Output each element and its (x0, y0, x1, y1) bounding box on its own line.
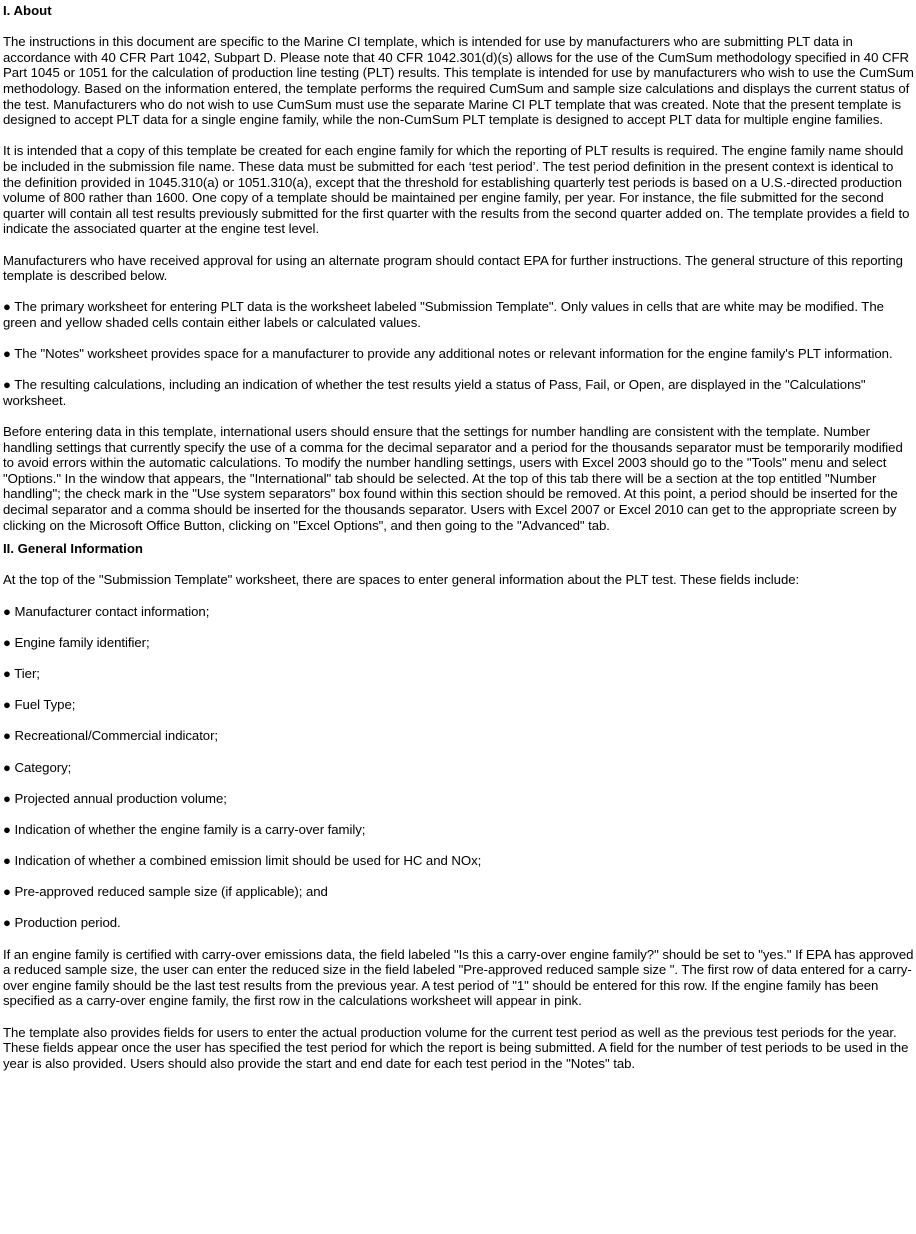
spacer (3, 408, 915, 424)
spacer (3, 588, 915, 604)
field-item: ● Tier; (3, 665, 40, 681)
spacer (3, 237, 915, 253)
general-info-production-volume-paragraph: The template also provides fields for users to enter the actual production volume for the current test period as well as the previous test periods for the year. These fields appear once the user has specified the test period for which the report is being submitted. A field for the number of test periods to be used in the year is also provided. Users should also provide the start and end date for each test period in the "Notes" tab. (3, 1024, 909, 1071)
field-item: ● Indication of whether a combined emission limit should be used for HC and NOx; (3, 853, 482, 869)
field-item: ● Manufacturer contact information; (3, 603, 210, 619)
field-item: ● Production period. (3, 915, 121, 931)
bullet-notes-worksheet: ● The "Notes" worksheet provides space for a manufacturer to provide any additional notes or relevant information for the engine family's PLT information. (3, 346, 893, 362)
spacer (3, 284, 915, 300)
spacer (3, 19, 915, 35)
general-info-carry-over-paragraph: If an engine family is certified with carry-over emissions data, the field labeled "Is this a carry-over engine family?" should be set to "yes." If EPA has approved a reduced sample size, the user can enter the reduced size in the field labeled "Pre-approved reduced sample size ". The first row of data entered for a carry-over engine family should be the last test results from the previous year. A test period of "1" should be entered for this row. If the engine family has been specified as a carry-over engine family, the first row in the calculations worksheet will appear in pink. (3, 946, 914, 1009)
bullet-calculations-worksheet: ● The resulting calculations, including an indication of whether the test results yield a status of Pass, Fail, or Open, are displayed in the "Calculations" worksheet. (3, 377, 866, 408)
bullet-submission-template: ● The primary worksheet for entering PLT data is the worksheet labeled "Submission Template". Only values in cells that are white may be modified. The green and yellow shaded cells contain either labels or calculated values. (3, 299, 884, 330)
field-item: ● Indication of whether the engine family is a carry-over family; (3, 821, 366, 837)
spacer (3, 533, 915, 541)
document (3, 3, 915, 1071)
spacer (3, 557, 915, 573)
field-item: ● Recreational/Commercial indicator; (3, 728, 219, 744)
general-info-intro: At the top of the "Submission Template" worksheet, there are spaces to enter general information about the PLT test. These fields include: (3, 572, 800, 588)
field-item: ● Projected annual production volume; (3, 790, 227, 806)
spacer (3, 931, 915, 947)
section-heading-general-information: II. General Information (3, 541, 143, 557)
field-item: ● Engine family identifier; (3, 634, 150, 650)
about-paragraph-number-handling: Before entering data in this template, international users should ensure that the settings for number handling are consistent with the template. Number handling settings that currently specify the use of a comma for the decimal separator and a period for the thousands separator must be temporarily modified to avoid errors within the automatic calculations. To modify the number handling settings, users with Excel 2003 should go to the "Tools" menu and select "Options." In the window that appears, the "International" tab should be selected. At the top of this tab there will be a section at the top entitled "Number handling"; the check mark in the "Use system separators" box found within this section should be removed. At this point, a period should be inserted for the decimal separator and a comma should be inserted for the thousands separator. Users with Excel 2007 or Excel 2010 can get to the appropriate screen by clicking on the Microsoft Office Button, clicking on "Excel Options", and then going to the "Advanced" tab. (3, 424, 903, 533)
worksheet-bullet-list (3, 299, 915, 408)
general-info-field-list (3, 604, 915, 931)
about-paragraph-copies: It is intended that a copy of this template be created for each engine family for which the reporting of PLT results is required. The engine family name should be included in the submission file name. These data must be submitted for each ‘test period’. The test period definition in the present context is identical to the definition provided in 1045.310(a) or 1051.310(a), except that the threshold for establishing quarterly test periods is based on a U.S.-directed production volume of 800 rather than 1600. One copy of a template should be maintained per engine family, per year. For instance, the file submitted for the second quarter will contain all test results previously submitted for the first quarter with the results from the second quarter added on. The template provides a field to indicate the associated quarter at the engine test level. (3, 143, 910, 237)
spacer (3, 128, 915, 144)
section-heading-about: I. About (3, 3, 52, 18)
spacer (3, 1009, 915, 1025)
field-item: ● Fuel Type; (3, 697, 76, 713)
about-paragraph-alternate: Manufacturers who have received approval for using an alternate program should contact EPA for further instructions. The general structure of this reporting template is described below. (3, 252, 903, 284)
field-item: ● Category; (3, 759, 72, 775)
about-paragraph-intro: The instructions in this document are specific to the Marine CI template, which is intended for use by manufacturers who are submitting PLT data in accordance with 40 CFR Part 1042, Subpart D. Please note that 40 CFR 1042.301(d)(s) allows for the use of the CumSum methodology specified in 40 CFR Part 1045 or 1051 for the calculation of production line testing (PLT) results. This template is intended for use by manufacturers who wish to use the CumSum methodology. Based on the information entered, the template performs the required CumSum and sample size calculations and displays the current status of the test. Manufacturers who do not wish to use CumSum must use the separate Marine CI PLT template that was created. Note that the present template is designed to accept PLT data for a single engine family, while the non-CumSum PLT template is designed to accept PLT data for multiple engine families. (3, 34, 914, 128)
field-item: ● Pre-approved reduced sample size (if applicable); and (3, 884, 328, 900)
